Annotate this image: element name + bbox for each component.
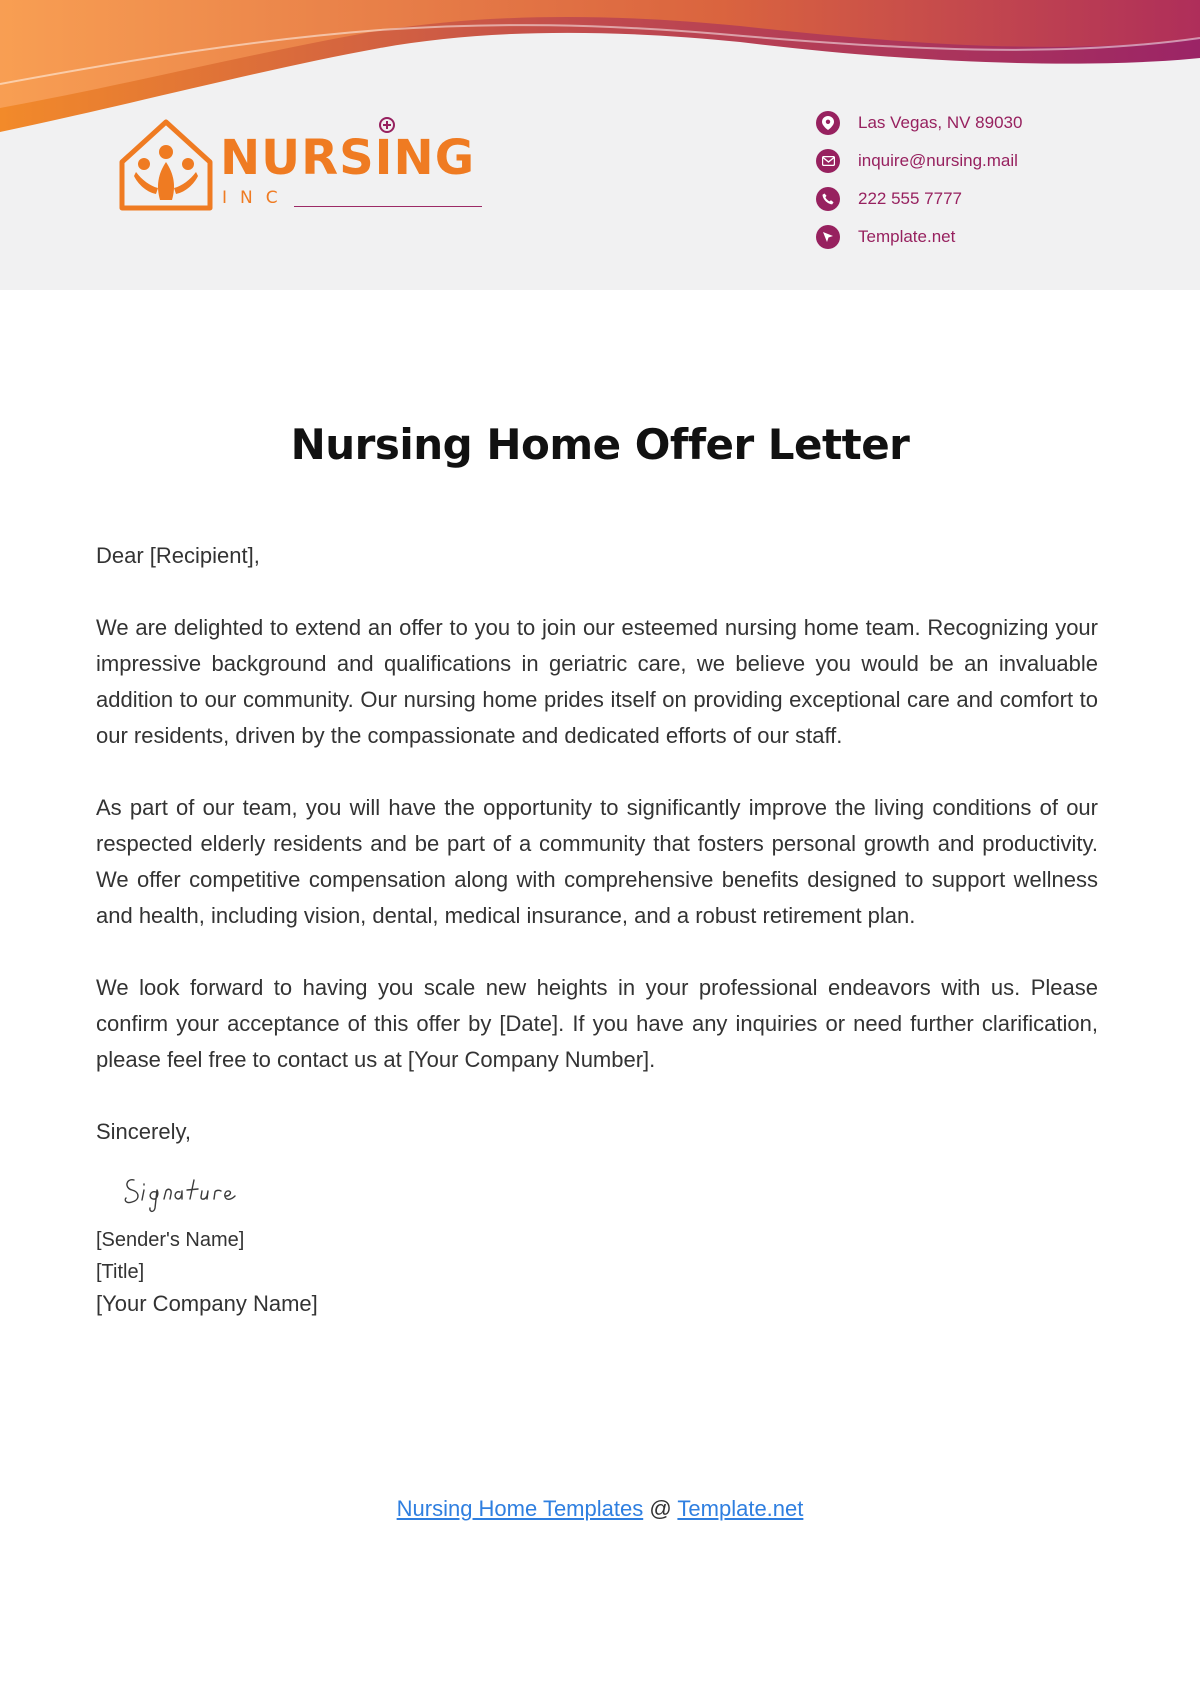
paragraph-2: As part of our team, you will have the opportunity to significantly improve the living conditions of our respected elderly residents and be part of a community that fosters personal growth and productivity. We offer competitive compensation along with comprehensive benefits designed to support wellness and health, including vision, dental, medical insurance, and a robust retirement plan. bbox=[96, 795, 1098, 928]
templates-link[interactable]: Nursing Home Templates bbox=[396, 1496, 644, 1521]
logo-subtitle: INC bbox=[222, 188, 291, 208]
contact-email[interactable] bbox=[816, 142, 1022, 180]
paragraph-1: We are delighted to extend an offer to you to join our esteemed nursing home team. Recognizing your impressive background and qualifications in geriatric care, we believe you would be an invaluable addition to our community. Our nursing home prides itself on providing exceptional care and comfort to our residents, driven by the compassionate and dedicated efforts of our staff. bbox=[96, 615, 1098, 748]
signature bbox=[120, 1166, 1098, 1224]
location-pin-icon bbox=[816, 111, 840, 135]
letterhead bbox=[0, 0, 1200, 290]
envelope-icon bbox=[816, 149, 840, 173]
email-text[interactable]: inquire@nursing.mail bbox=[858, 151, 1018, 170]
contact-website[interactable] bbox=[816, 218, 1022, 256]
phone-text[interactable]: 222 555 7777 bbox=[858, 189, 962, 208]
company-logo bbox=[116, 116, 496, 216]
footer-separator: @ bbox=[649, 1496, 672, 1521]
company-name: [Your Company Name] bbox=[96, 1291, 318, 1316]
contact-address bbox=[816, 104, 1022, 142]
address-text: Las Vegas, NV 89030 bbox=[858, 113, 1023, 132]
house-people-icon bbox=[116, 116, 216, 212]
contact-list bbox=[816, 104, 1022, 256]
sender-title: [Title] bbox=[96, 1261, 145, 1283]
website-text[interactable]: Template.net bbox=[858, 227, 956, 246]
sender-name: [Sender's Name] bbox=[96, 1229, 245, 1251]
sender-block bbox=[96, 1224, 1098, 1320]
contact-phone[interactable] bbox=[816, 180, 1022, 218]
salutation: Dear [Recipient], bbox=[96, 543, 260, 568]
phone-icon bbox=[816, 187, 840, 211]
footer bbox=[0, 1496, 1200, 1522]
letter-body bbox=[96, 538, 1098, 1320]
closing: Sincerely, bbox=[96, 1119, 191, 1144]
logo-wordmark: NURSING bbox=[220, 130, 476, 186]
template-net-link[interactable]: Template.net bbox=[677, 1496, 804, 1521]
cursor-icon bbox=[816, 225, 840, 249]
logo-divider bbox=[294, 206, 482, 207]
paragraph-3: We look forward to having you scale new heights in your professional endeavors with us. Please confirm your acceptance of this offer by [Date]. If you have any inquiries or need further clarification, please feel free to contact us at [Your Company Number]. bbox=[96, 975, 1098, 1072]
signature-image bbox=[120, 1166, 250, 1216]
page-title: Nursing Home Offer Letter bbox=[290, 420, 910, 469]
